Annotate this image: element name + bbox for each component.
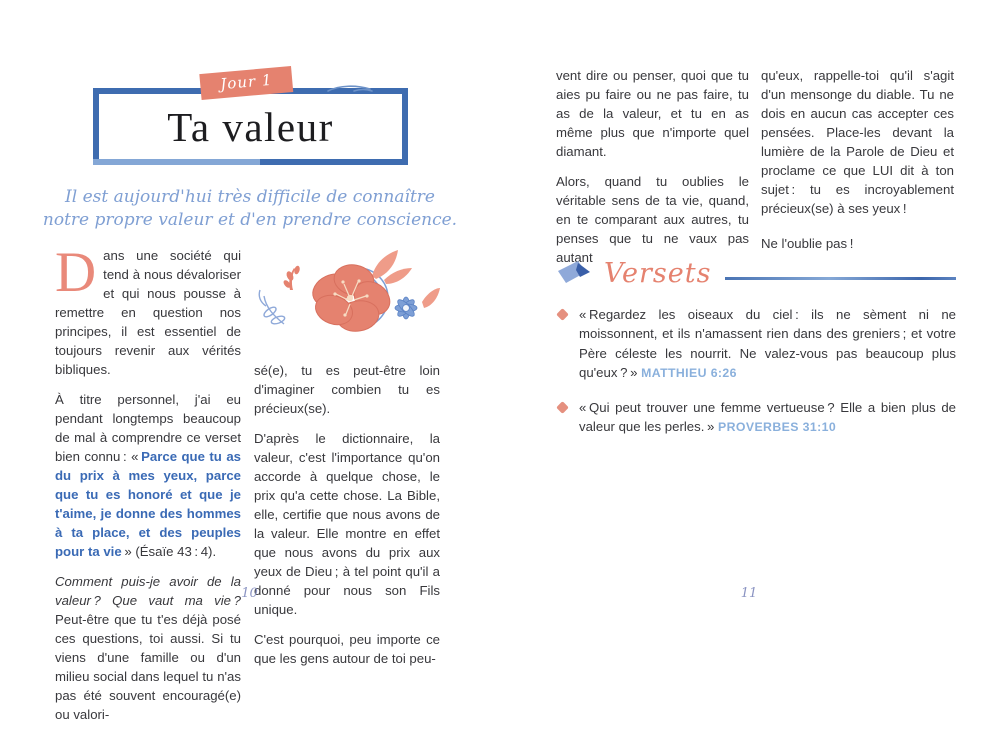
highlighted-verse: Parce que tu as du prix à mes yeux, parce que tu es honoré et que je t'aime, je donne des hommes à ta place, et des peuples pour ta vie (55, 449, 241, 559)
versets-heading: Versets (604, 258, 712, 289)
dropcap-letter: D (55, 241, 97, 304)
verse-reference: PROVERBES 31:10 (718, 420, 837, 435)
left-page-column-1 (55, 241, 241, 735)
paragraph-text: » (Ésaïe 43 : 4). (121, 544, 217, 559)
paragraph: vent dire ou penser, quoi que tu aies pu faire ou ne pas faire, tu as de la valeur, et tu en as même plus que n'importe quel diamant. (556, 68, 749, 159)
verse-list (556, 305, 956, 437)
page-right (499, 0, 999, 633)
paragraph: Alors, quand tu oublies le véritable sens de ta vie, quand, en te comparant aux autres, tu penses que tu ne vaux pas autant (556, 174, 749, 265)
versets-divider (725, 277, 956, 280)
diamond-bullet-icon (556, 308, 569, 321)
paragraph-text: À titre personnel, j'ai eu pendant longtemps beaucoup de mal à comprendre ce verset bien connu : « (55, 392, 241, 464)
chapter-subtitle (20, 186, 480, 232)
subtitle-line2: notre propre valeur et d'en prendre conscience. (42, 209, 458, 230)
page-title: Ta valeur (167, 103, 334, 150)
paragraph: qu'eux, rappelle-toi qu'il s'agit d'un mensonge du diable. Tu ne dois en aucun cas accepter ces pensées. Place-les devant la lumière de la Parole de Dieu et proclame ce que LUI dit à ton sujet : tu es incroyablement précieux(se) à ses yeux ! (761, 68, 954, 216)
flower-illustration (254, 246, 440, 351)
paragraph-text: ans une société qui tend à nous dévaloriser et qui nous pousse à remettre en question nos principes, il est essentiel de toujours revenir aux vérités bibliques. (55, 248, 241, 377)
folded-page-icon (556, 259, 592, 289)
paragraph: C'est pourquoi, peu importe ce que les gens autour de toi peu- (254, 632, 440, 666)
verse-quote: « Regardez les oiseaux du ciel : ils ne sèment ni ne moissonnent, et ils n'amassent rien dans des greniers ; et votre Père céleste les nourrit. Ne valez-vous pas beaucoup plus qu'eux ? » (579, 307, 956, 380)
page-left (0, 0, 499, 722)
versets-header (556, 258, 956, 289)
paragraph: D'après le dictionnaire, la valeur, c'est l'importance qu'on accorde à quelque chose, le prix qu'a cette chose. La Bible, elle, certifie que nous avons de la valeur. Elle montre en effet que nous avons du prix aux yeux de Dieu ; à tel point qu'il a donné pour nous son Fils unique. (254, 431, 440, 617)
title-box-accent (93, 159, 260, 165)
paragraph (55, 390, 241, 561)
day-badge: Jour 1 (199, 66, 293, 100)
paragraph: sé(e), tu es peut-être loin d'imaginer combien tu es précieux(se). (254, 363, 440, 416)
right-page-columns (556, 66, 954, 278)
paragraph-text: Peut-être que tu t'es déjà posé ces questions, toi aussi. Si tu viens d'une famille ou d'un milieu social dans lequel tu n'as pas été souvent encouragé(e) ou valori- (55, 612, 241, 722)
left-page-columns (55, 241, 440, 735)
page-number-left: 10 (241, 586, 258, 601)
page-number-right: 11 (740, 586, 758, 601)
verse-item (556, 398, 956, 437)
subtitle-line1: Il est aujourd'hui très difficile de connaître (65, 187, 435, 207)
chapter-title-box (93, 70, 408, 165)
diamond-bullet-icon (556, 401, 569, 414)
paragraph (55, 241, 241, 379)
right-page-column-2 (761, 66, 954, 278)
paragraph: Ne l'oublie pas ! (761, 236, 854, 251)
verse-item (556, 305, 956, 383)
verse-text (579, 305, 956, 383)
verse-text (579, 398, 956, 437)
verse-quote: « Qui peut trouver une femme vertueuse ? Elle a bien plus de valeur que les perles. » (579, 399, 956, 435)
versets-section (556, 258, 956, 452)
right-page-column-1 (556, 66, 749, 278)
verse-reference: MATTHIEU 6:26 (641, 365, 737, 380)
left-page-column-2 (254, 246, 440, 735)
italic-question: Comment puis-je avoir de la valeur ? Que vaut ma vie ? (55, 574, 241, 608)
